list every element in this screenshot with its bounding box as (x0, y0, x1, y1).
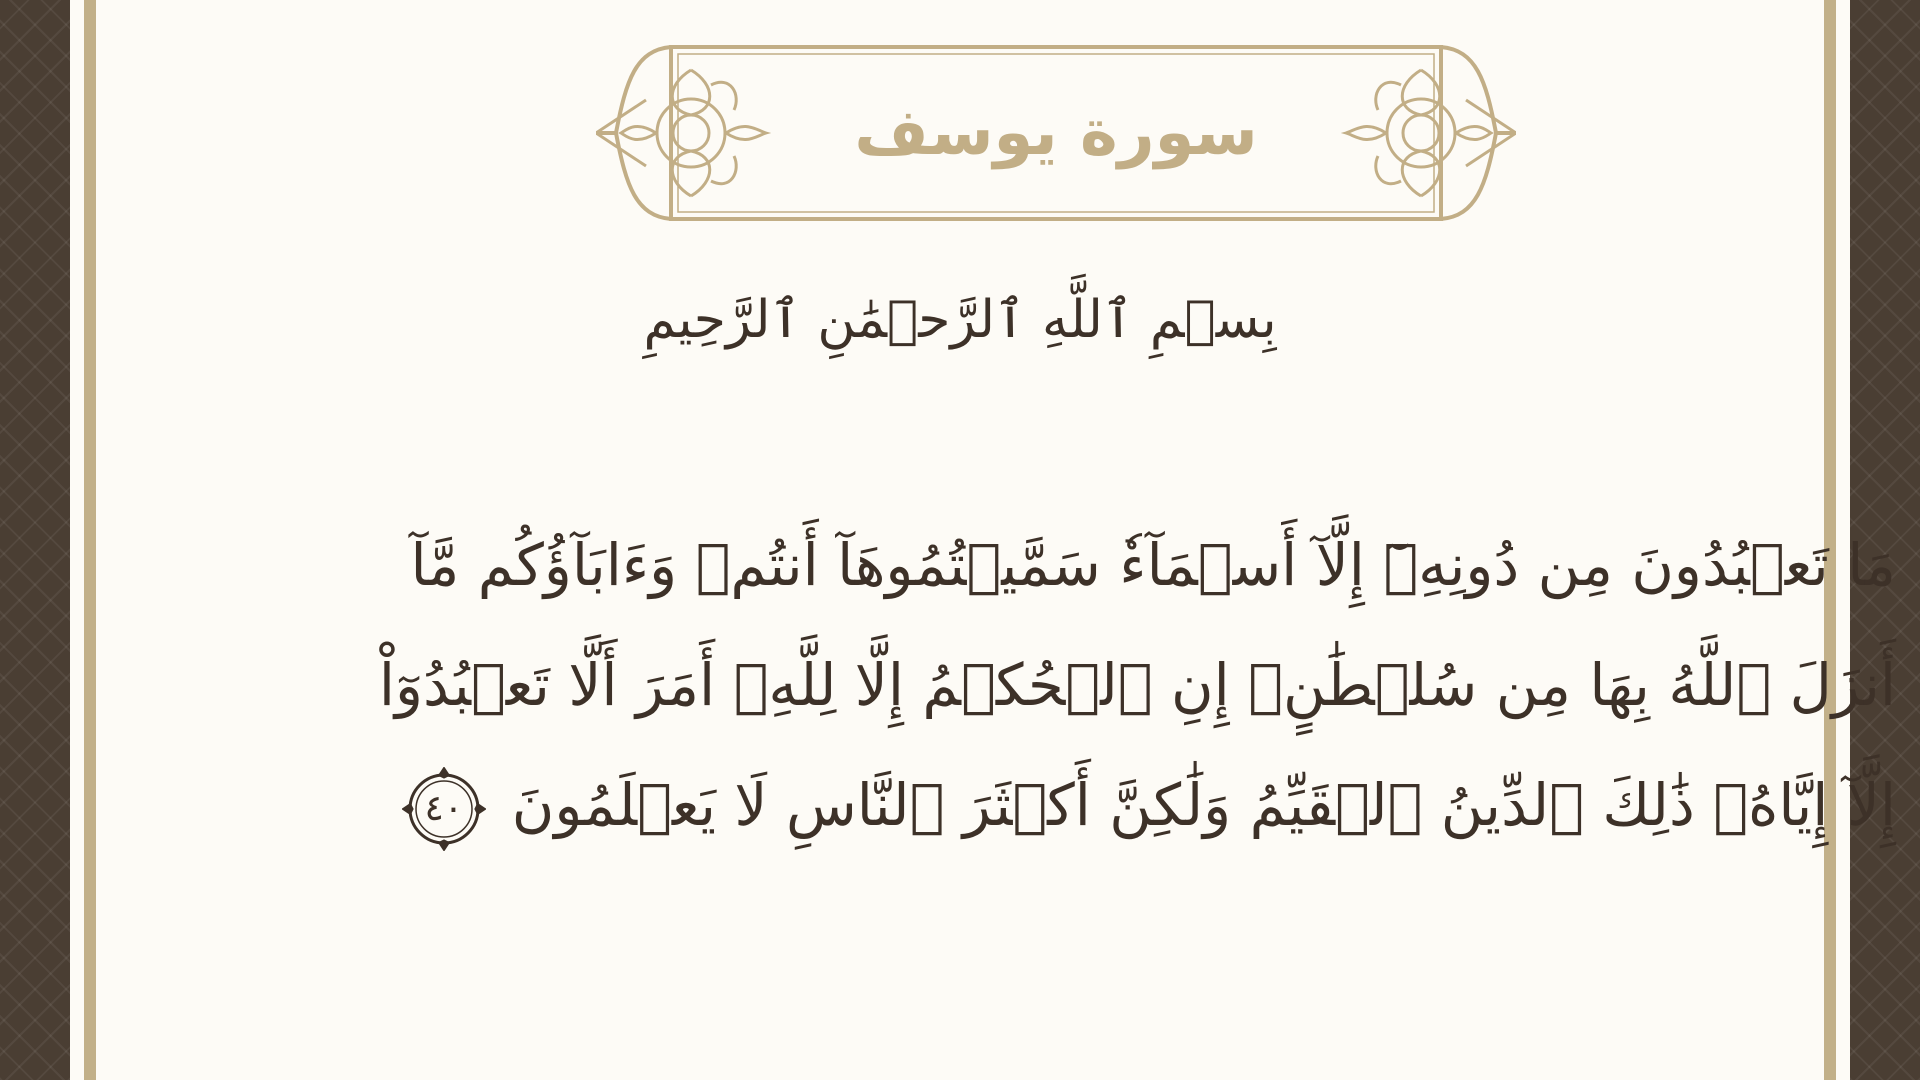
verse-line: مَا تَعۡبُدُونَ مِن دُونِهِۦٓ إِلَّآ أَسۡمَآءٗ سَمَّيۡتُمُوهَآ أَنتُمۡ وَءَابَآؤُكُم مَّآ (410, 531, 1896, 599)
verse-line: أَنزَلَ ٱللَّهُ بِهَا مِن سُلۡطَٰنٍۚ إِنِ ٱلۡحُكۡمُ إِلَّا لِلَّهِۚ أَمَرَ أَلَّا تَعۡبُدُوٓاْ (378, 651, 1896, 719)
page-content (96, 0, 1896, 1080)
verse-line-text: إِلَّآ إِيَّاهُۚ ذَٰلِكَ ٱلدِّينُ ٱلۡقَيِّمُ وَلَٰكِنَّ أَكۡثَرَ ٱلنَّاسِ لَا يَعۡلَمُونَ (511, 771, 1896, 839)
verse-text-block (378, 505, 1896, 865)
surah-title-frame (596, 40, 1516, 226)
basmala-text: بِسۡمِ ٱللَّهِ ٱلرَّحۡمَٰنِ ٱلرَّحِيمِ (643, 290, 1277, 350)
surah-title: سورة يوسف (854, 96, 1258, 170)
left-ornamental-border (0, 0, 70, 1080)
ayah-number: ٤٠ (424, 787, 464, 829)
ayah-end-marker (402, 767, 486, 851)
verse-line (424, 745, 1896, 865)
left-gold-line (84, 0, 96, 1080)
